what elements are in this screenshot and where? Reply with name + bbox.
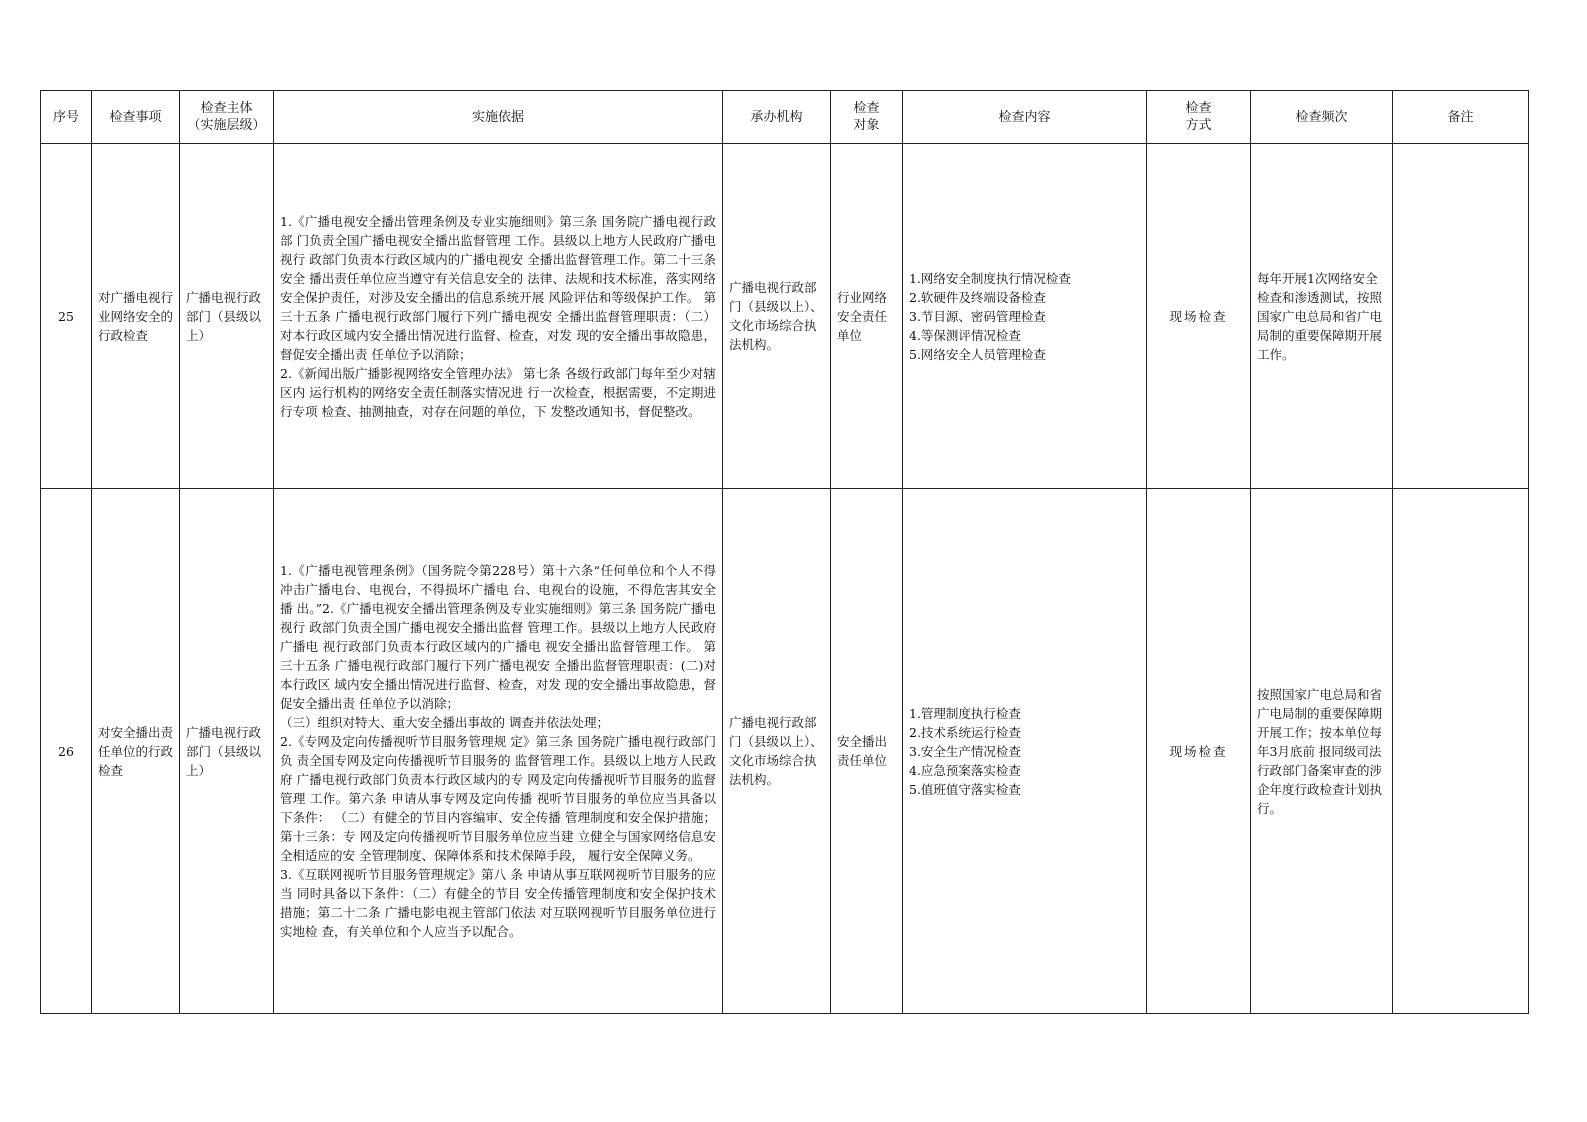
table-row [41,489,1529,1014]
row-item: 对安全播出责任单位的行政检查 [92,489,180,1014]
header-object-line1: 检查 [853,101,880,116]
basis-clause: （三）组织对特大、重大安全播出事故的 调查并依法处理； [280,715,609,730]
content-item: 4.应急预案落实检查 [909,762,1021,778]
header-item: 检查事项 [92,91,180,144]
header-subject-line1: 检查主体 [200,101,253,116]
row-frequency: 按照国家广电总局和省广电局制的重要保障期开展工作；按本单位每年3月底前 报同级司法行政部门备案审查的涉企年度行政检查计划执行。 [1251,489,1393,1014]
inspection-table [40,90,1529,1014]
content-item: 2.技术系统运行检查 [909,724,1021,740]
header-seq: 序号 [41,91,92,144]
header-content: 检查内容 [903,91,1147,144]
header-subject [180,91,274,144]
basis-clause: 3.《互联网视听节目服务管理规定》第八 条 申请从事互联网视听节目服务的应当 同时具备以下条件：（二）有健全的节目 安全传播管理制度和安全保护技术措施；第二十二条 广播电影电视主管部门依法 对互联网视听节目服务单位进行实地检 查，有关单位和个人应当予以配合。 [280,867,716,939]
content-item: 5.值班值守落实检查 [909,781,1021,797]
row-subject: 广播电视行政部门（县级以上） [180,144,274,489]
row-method: 现场检查 [1147,144,1251,489]
header-method [1147,91,1251,144]
row-seq: 26 [41,489,92,1014]
row-frequency: 每年开展1次网络安全检查和渗透测试，按照国家广电总局和省广电局制的重要保障期开展工作。 [1251,144,1393,489]
content-item: 3.节目源、密码管理检查 [909,308,1046,324]
row-basis [274,144,723,489]
row-content [903,489,1147,1014]
header-remark: 备注 [1393,91,1529,144]
header-basis: 实施依据 [274,91,723,144]
basis-clause: 1.《广播电视安全播出管理条例及专业实施细则》第三条 国务院广播电视行政部 门负责全国广播电视安全播出监督管理 工作。县级以上地方人民政府广播电视行 政部门负责本行政区域内的广播电视安 全播出监督管理工作。第二十三条 安全 播出责任单位应当遵守有关信息安全的 法律、法规和技术标准，落实网络安全保护责任，对涉及安全播出的信息系统开展 风险评估和等级保护工作。 第三十五条 广播电视行政部门履行下列广播电视安 全播出监督管理职责：（二）对本行政区域内安全播出情况进行监督、检查，对发 现的安全播出事故隐患，督促安全播出责 任单位予以消除； [280,213,716,362]
row-object: 安全播出责任单位 [831,489,903,1014]
content-item: 1.管理制度执行检查 [909,705,1021,721]
row-agency: 广播电视行政部门（县级以上）、文化市场综合执法机构。 [723,489,831,1014]
content-item: 4.等保测评情况检查 [909,327,1021,343]
table-row [41,144,1529,489]
header-subject-line2: （实施层级） [187,118,266,133]
content-item: 5.网络安全人员管理检查 [909,346,1046,362]
basis-clause: 1.《广播电视管理条例》（国务院令第228号）第十六条“任何单位和个人不得 冲击广播电台、电视台，不得损坏广播电 台、电视台的设施，不得危害其安全播 出。”2.《广播电视安全播出管理条例及专业实施细则》第三条 国务院广播电视行 政部门负责全国广播电视安全播出监督 管理工作。县级以上地方人民政府广播电 视行政部门负责本行政区域内的广播电 视安全播出监督管理工作。 第三十五条 广播电视行政部门履行下列广播电视安 全播出监督管理职责：(二)对本行政区 域内安全播出情况进行监督、检查，对发 现的安全播出事故隐患，督促安全播出责 任单位予以消除； [280,563,716,711]
row-object: 行业网络安全责任单位 [831,144,903,489]
basis-clause: 2.《新闻出版广播影视网络安全管理办法》 第七条 各级行政部门每年至少对辖区内 运行机构的网络安全责任制落实情况进 行一次检查，根据需要，不定期进行专项 检查、抽测抽查，对存在问题的单位，下 发整改通知书，督促整改。 [280,365,716,419]
content-item: 3.安全生产情况检查 [909,743,1021,759]
header-method-line1: 检查 [1185,101,1212,116]
row-subject: 广播电视行政部门（县级以上） [180,489,274,1014]
header-row [41,91,1529,144]
header-frequency: 检查频次 [1251,91,1393,144]
row-method: 现场检查 [1147,489,1251,1014]
header-object [831,91,903,144]
row-remark [1393,489,1529,1014]
row-agency: 广播电视行政部门（县级以上）、文化市场综合执法机构。 [723,144,831,489]
header-method-line2: 方式 [1185,118,1212,133]
row-seq: 25 [41,144,92,489]
row-basis [274,489,723,1014]
row-item: 对广播电视行业网络安全的行政检查 [92,144,180,489]
row-remark [1393,144,1529,489]
row-content [903,144,1147,489]
content-item: 2.软硬件及终端设备检查 [909,289,1046,305]
header-object-line2: 对象 [853,118,880,133]
basis-clause: 2.《专网及定向传播视听节目服务管理规 定》第三条 国务院广播电视行政部门负 责全国专网及定向传播视听节目服务的 监督管理工作。县级以上地方人民政府 广播电视行政部门负责本行政区域内的专 网及定向传播视听节目服务的监督管理 工作。第六条 申请从事专网及定向传播 视听节目服务的单位应当具备以下条件： （二）有健全的节目内容编审、安全传播 管理制度和安全保护措施；第十三条：专 网及定向传播视听节目服务单位应当建 立健全与国家网络信息安全相适应的安 全管理制度、保障体系和技术保障手段， 履行安全保障义务。 [280,734,716,863]
header-agency: 承办机构 [723,91,831,144]
content-item: 1.网络安全制度执行情况检查 [909,270,1071,286]
